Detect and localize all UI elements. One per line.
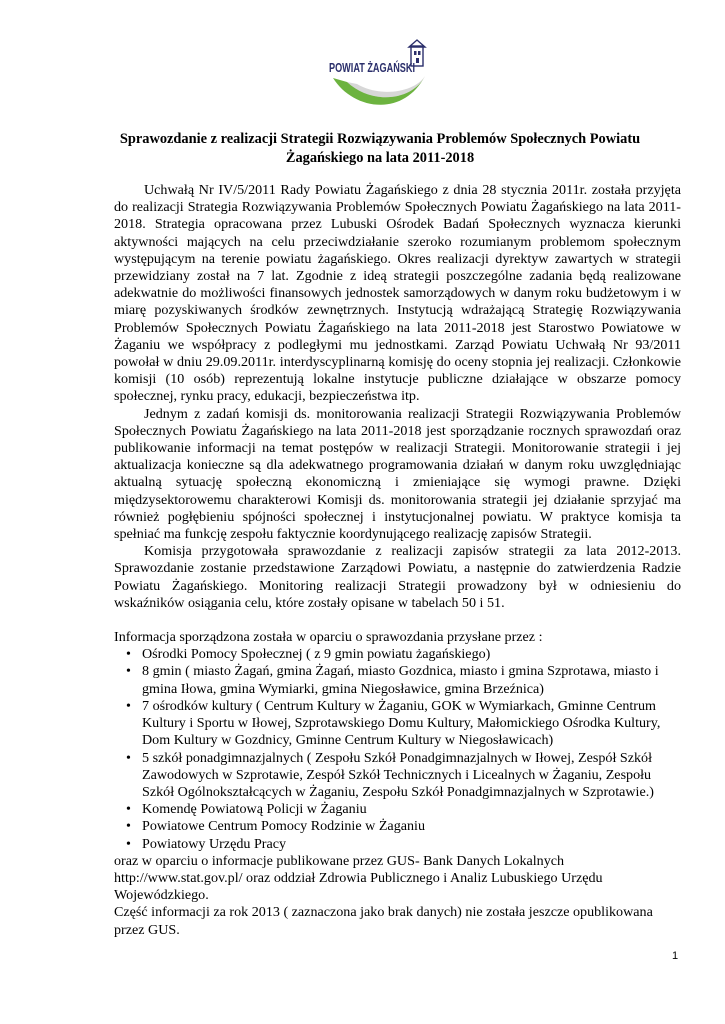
svg-text:POWIAT ŻAGAŃSKI: POWIAT ŻAGAŃSKI — [329, 61, 447, 75]
page-number: 1 — [672, 950, 679, 962]
data-availability-note: Część informacji za rok 2013 ( zaznaczona jako brak danych) nie została jeszcze opublikowana przez GUS. — [114, 904, 653, 938]
info-intro: Informacja sporządzona została w oparciu o sprawozdania przysłane przez : — [114, 629, 543, 646]
list-item: • Powiatowe Centrum Pomocy Rodzinie w Żaganiu — [128, 818, 681, 835]
logo-graphic — [323, 40, 447, 118]
list-item: • 7 ośrodków kultury ( Centrum Kultury w Żaganiu, GOK w Wymiarkach, Gminne Centrum Kultury i Sportu w Iłowej, Szprotawskiego Domu Kultury, Małomickiego Ośrodka Kultury, Dom Kultury w Gozdnicy, Gminne Centrum Kultury w Niegosławicach) — [128, 698, 681, 750]
list-item: • Ośrodki Pomocy Społecznej ( z 9 gmin powiatu żagańskiego) — [128, 646, 681, 663]
gus-note: oraz w oparciu o informacje publikowane przez GUS- Bank Danych Lokalnych http://www.stat.gov.pl/ oraz oddział Zdrowia Publicznego i Analiz Lubuskiego Urzędu Wojewódzkiego. — [114, 852, 603, 904]
list-item: • 5 szkół ponadgimnazjalnych ( Zespołu Szkół Ponadgimnazjalnych w Iłowej, Zespół Szkół Zawodowych w Szprotawie, Zespół Szkół Technicznych i Licealnych w Żaganiu, Zespołu Szkół Ogólnokształcących w Żaganiu, Zespołu Szkół Ponadgimnazjalnych w Szprotawie.) — [128, 750, 681, 802]
spacer — [114, 612, 681, 629]
sources-list — [114, 646, 681, 852]
paragraph-commission-tasks: Jednym z zadań komisji ds. monitorowania realizacji Strategii Rozwiązywania Problemów Społecznych Powiatu Żagańskiego na lata 2011-2018 jest sporządzanie rocznych sprawozdań oraz publikowanie informacji na temat postępów w realizacji Strategii. Monitorowanie strategii i jej aktualizacja konieczne są dla adekwatnego programowania działań w danym roku uwzględniając aktualną sytuację społeczną ekonomiczną i zmieniające się wymogi prawne. Dzięki międzysektorowemu charakterowi Komisji ds. monitorowania strategii jej działanie sprzyjać ma również pogłębieniu spójności społecznej i instytucjonalnej powiatu. W praktyce komisja ta spełniać ma funkcję zespołu faktycznie koordynującego realizację zapisów Strategii. — [114, 405, 681, 543]
list-item: • 8 gmin ( miasto Żagań, gmina Żagań, miasto Gozdnica, miasto i gmina Szprotawa, miasto i gmina Iłowa, gmina Wymiarki, gmina Niegosławice, gmina Brzeźnica) — [128, 663, 681, 697]
list-item: • Powiatowy Urzędu Pracy — [128, 836, 681, 853]
paragraph-report-preparation: Komisja przygotowała sprawozdanie z realizacji zapisów strategii za lata 2012-2013. Sprawozdanie zostanie przedstawione Zarządowi Powiatu, a następnie do zatwierdzenia Radzie Powiatu Żagańskiego. Monitoring realizacji Strategii prowadzony był w odniesieniu do wskaźników osiągania celu, które zostały opisane w tabelach 50 i 51. — [114, 543, 681, 611]
document-title: Sprawozdanie z realizacji Strategii Rozwiązywania Problemów Społecznych Powiatu Żagańskiego na lata 2011-2018 — [119, 131, 641, 166]
list-item: • Komendę Powiatową Policji w Żaganiu — [128, 801, 681, 818]
powiat-zaganski-logo — [323, 40, 447, 118]
paragraph-resolution: Uchwałą Nr IV/5/2011 Rady Powiatu Żagańskiego z dnia 28 stycznia 2011r. została przyjęta do realizacji Strategia Rozwiązywania Problemów Społecznych Powiatu Żagańskiego na lata 2011-2018. Strategia opracowana przez Lubuski Ośrodek Badań Społecznych wyznacza kierunki aktywności mających na celu przeciwdziałanie szeroko rozumianym problemom społecznym występującym na terenie powiatu żagańskiego. Okres realizacji dyrektyw zawartych w strategii przewidziany został na 7 lat. Zgodnie z ideą strategii poszczególne zadania będą realizowane adekwatnie do możliwości finansowych jednostek samorządowych w danym roku budżetowym i w miarę pozyskiwanych środków zewnętrznych. Instytucją wdrażającą Strategię Rozwiązywania Problemów Społecznych Powiatu Żagańskiego na lata 2011-2018 jest Starostwo Powiatowe w Żaganiu we współpracy z podległymi mu jednostkami. Zarząd Powiatu Uchwałą Nr 93/2011 powołał w dniu 29.09.2011r. interdyscyplinarną komisję do oceny stopnia jej realizacji. Członkowie komisji (10 osób) reprezentują lokalne instytucje publiczne działające w obszarze pomocy społecznej, rynku pracy, edukacji, bezpieczeństwa itp. — [114, 182, 681, 405]
document-body — [114, 182, 681, 939]
